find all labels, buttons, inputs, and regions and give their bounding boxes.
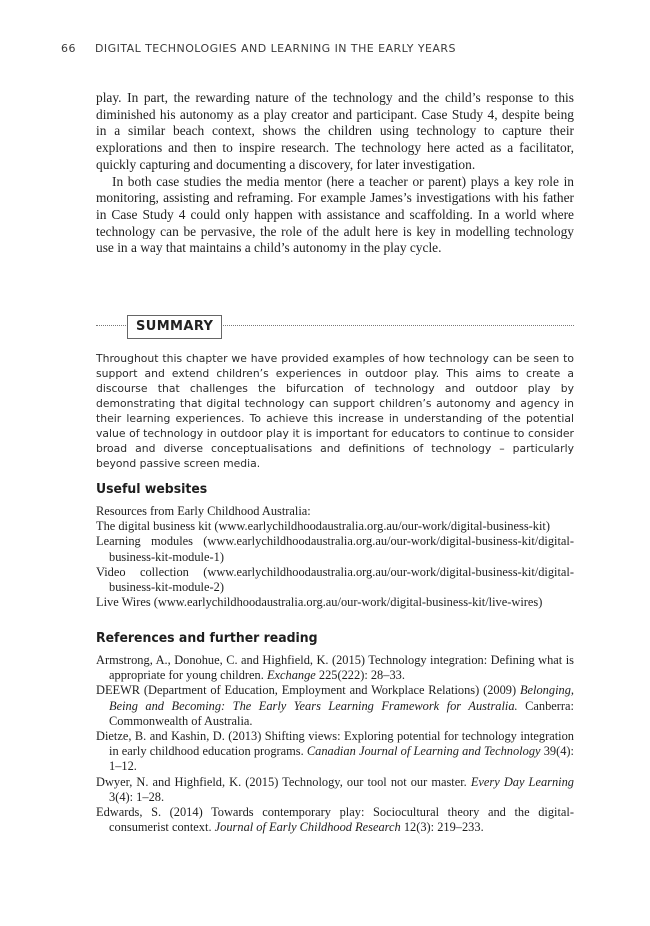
useful-websites-heading: Useful websites [96,482,208,497]
paragraph-2: In both case studies the media mentor (here a teacher or parent) plays a key role in monitoring, assisting and reframing. For example James’s investigations with his father in Case Study 4 could only happen with assistance and scaffolding. In a world where technology can be pervasive, the role of the adult here is key in modelling technology use in a way that maintains a child’s autonomy in the play cycle. [96,173,574,256]
running-head [61,42,456,58]
reference-text: 3(4): 1–28. [109,789,165,804]
reference-source: Canadian Journal of Learning and Technology [306,744,541,759]
website-item: Learning modules (www.earlychildhoodaustralia.org.au/our-work/digital-business-kit/digital-business-kit-module-1) [96,534,574,564]
websites-list [96,504,574,610]
reference-source: Belonging, Being and Becoming: The Early Years Learning Framework for Australia. [109,683,574,713]
summary-heading: SUMMARY [127,315,222,339]
references-list [96,653,574,835]
reference-source: Every Day Learning [470,774,574,789]
reference-item [96,775,574,805]
website-item: Live Wires (www.earlychildhoodaustralia.org.au/our-work/digital-business-kit/live-wires) [96,595,543,610]
reference-text: 39(4): 1–12. [109,744,574,774]
reference-text: Dwyer, N. and Highfield, K. (2015) Technology, our tool not our master. [96,774,471,789]
body-text [96,90,574,257]
reference-item [96,683,574,729]
reference-text: Canberra: Commonwealth of Australia. [109,698,574,728]
running-title: DIGITAL TECHNOLOGIES AND LEARNING IN THE EARLY YEARS [95,42,456,55]
reference-text: DEEWR (Department of Education, Employment and Workplace Relations) (2009) [96,683,520,698]
reference-text: Edwards, S. (2014) Towards contemporary play: Sociocultural theory and the digital-consumerist context. [96,805,574,835]
reference-item [96,729,574,775]
reference-text: Armstrong, A., Donohue, C. and Highfield, K. (2015) Technology integration: Defining what is appropriate for young children. [96,653,574,683]
page-number: 66 [61,42,76,55]
reference-source: Exchange [266,668,316,683]
website-item: The digital business kit (www.earlychildhoodaustralia.org.au/our-work/digital-business-kit) [96,519,550,534]
reference-item [96,805,574,835]
references-heading: References and further reading [96,631,318,646]
reference-item [96,653,574,683]
website-item: Video collection (www.earlychildhoodaustralia.org.au/our-work/digital-business-kit/digital-business-kit-module-2) [96,564,574,595]
summary-text: Throughout this chapter we have provided examples of how technology can be seen to support and extend children’s experiences in outdoor play. This aims to create a discourse that challenges the bifurcation of technology and outdoor play by demonstrating that digital technology can support children’s autonomy and agency in their learning experiences. To achieve this increase in understanding of the potential value of technology in outdoor play it is important for educators to continue to consider broad and diverse conceptualisations and definitions of technology – particularly beyond passive screen media. [96,352,574,470]
reference-text: 12(3): 219–233. [400,820,484,835]
reference-source: Journal of Early Childhood Research [214,820,401,835]
paragraph-1: play. In part, the rewarding nature of the technology and the child’s response to this diminished his autonomy as a play creator and participant. Case Study 4, despite being in a similar beach context, shows the children using technology to capture their explorations and then to inspire research. The technology here acted as a facilitator, quickly capturing and documenting a discovery, for later investigation. [96,90,574,172]
reference-text: 225(222): 28–33. [315,668,405,683]
reference-text: Dietze, B. and Kashin, D. (2013) Shifting views: Exploring potential for technology integration in early childhood education programs. [96,729,574,759]
websites-intro: Resources from Early Childhood Australia: [96,504,311,518]
